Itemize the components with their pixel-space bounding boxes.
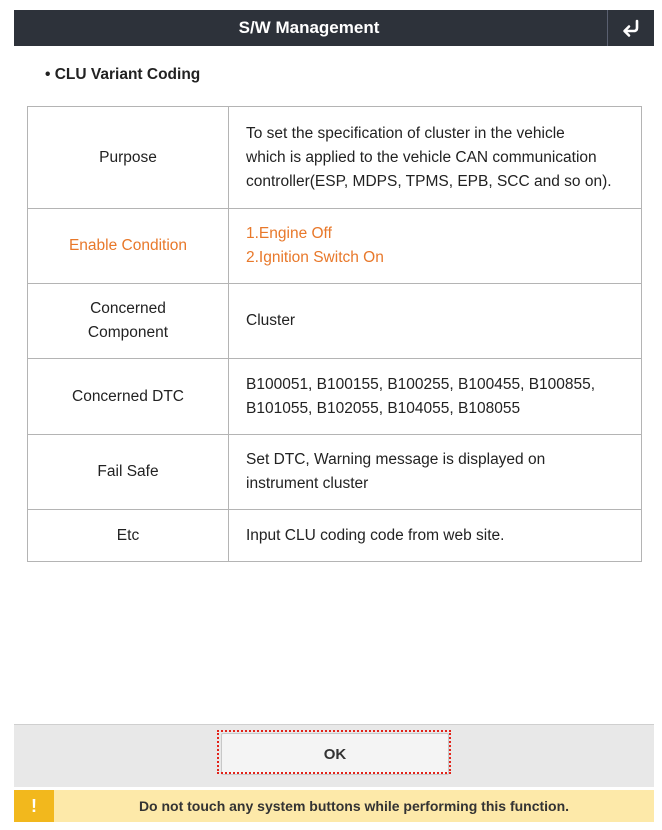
table-row-enable-condition: [28, 209, 642, 284]
value-line: B100051, B100155, B100255, B100455, B100855,: [246, 375, 596, 393]
value-line: 2.Ignition Switch On: [246, 249, 384, 266]
label-line: Concerned: [90, 300, 166, 317]
row-label: [28, 284, 229, 359]
value-line: instrument cluster: [246, 475, 369, 492]
table-row-fail-safe: [28, 435, 642, 510]
table-row-purpose: [28, 107, 642, 209]
value-line: Cluster: [246, 312, 296, 329]
row-label: Purpose: [28, 107, 229, 209]
label-line: Component: [87, 324, 169, 341]
row-value: [229, 435, 642, 510]
warning-message: Do not touch any system buttons while performing this function.: [138, 798, 570, 814]
back-button[interactable]: [614, 12, 648, 44]
info-table: [27, 106, 642, 562]
title-bar-divider: [607, 10, 608, 46]
warning-icon: !: [14, 790, 54, 822]
value-line: Set DTC, Warning message is displayed on: [246, 451, 546, 468]
value-line: controller(ESP, MDPS, TPMS, EPB, SCC and so on).: [246, 172, 612, 190]
value-line: Input CLU coding code from web site.: [246, 526, 505, 544]
row-label: Concerned DTC: [28, 359, 229, 435]
row-value: [229, 107, 642, 209]
table-row-concerned-dtc: [28, 359, 642, 435]
title-bar: [14, 10, 654, 46]
row-label: Etc: [28, 510, 229, 562]
table-row-etc: [28, 510, 642, 562]
table-row-concerned-component: [28, 284, 642, 359]
warning-bar: [14, 790, 654, 822]
page-title: S/W Management: [238, 18, 380, 37]
value-line: 1.Engine Off: [246, 225, 332, 242]
row-value: [229, 284, 642, 359]
back-arrow-icon: [620, 18, 642, 38]
row-value: [229, 359, 642, 435]
section-title: • CLU Variant Coding: [45, 66, 201, 83]
value-line: which is applied to the vehicle CAN communication: [246, 148, 597, 166]
row-value: [229, 510, 642, 562]
value-line: B101055, B102055, B104055, B108055: [246, 399, 521, 417]
ok-button[interactable]: OK: [221, 733, 449, 775]
row-label: Fail Safe: [28, 435, 229, 510]
row-label: Enable Condition: [28, 209, 229, 284]
value-line: To set the specification of cluster in the vehicle: [246, 124, 565, 142]
row-value: [229, 209, 642, 284]
footer-bar: [14, 724, 654, 787]
